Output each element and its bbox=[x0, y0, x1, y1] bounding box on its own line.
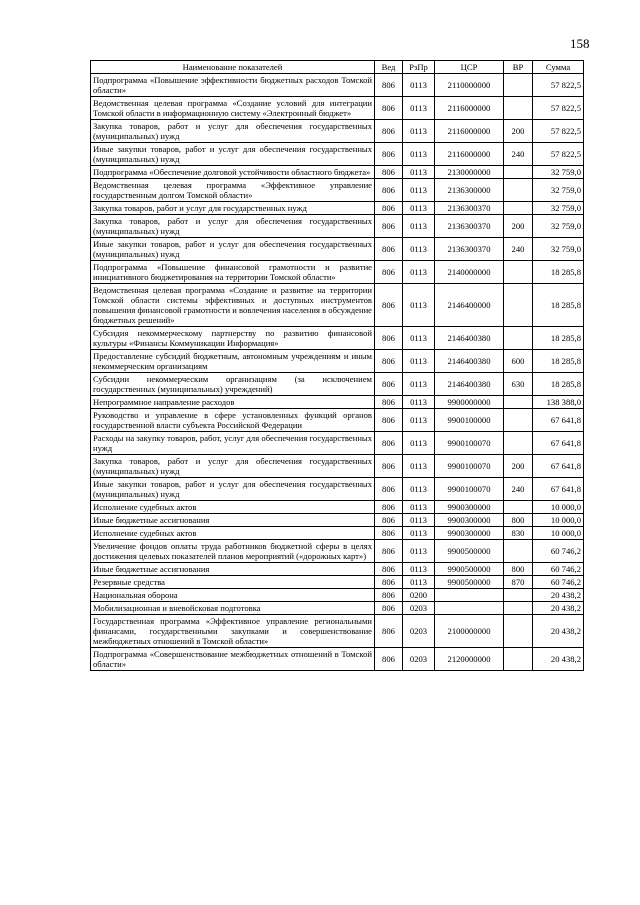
row-target-article-code: 9900500000 bbox=[435, 540, 504, 563]
row-target-article-code: 2120000000 bbox=[435, 648, 504, 671]
table-row bbox=[91, 527, 584, 540]
row-amount: 32 759,0 bbox=[533, 202, 584, 215]
row-expense-type-code bbox=[504, 501, 533, 514]
row-department-code: 806 bbox=[375, 350, 403, 373]
row-indicator-name: Предоставление субсидий бюджетным, автономным учреждениям и иным некоммерческим организациям bbox=[91, 350, 375, 373]
row-target-article-code: 9900500000 bbox=[435, 563, 504, 576]
row-indicator-name: Закупка товаров, работ и услуг для обеспечения государственных (муниципальных) нужд bbox=[91, 120, 375, 143]
row-expense-type-code: 600 bbox=[504, 350, 533, 373]
row-target-article-code: 9900500000 bbox=[435, 576, 504, 589]
row-target-article-code: 9900100000 bbox=[435, 409, 504, 432]
row-target-article-code: 2136300370 bbox=[435, 215, 504, 238]
row-expense-type-code: 870 bbox=[504, 576, 533, 589]
row-expense-type-code bbox=[504, 166, 533, 179]
row-section-code: 0113 bbox=[403, 563, 435, 576]
table-body bbox=[91, 74, 584, 671]
row-target-article-code: 2130000000 bbox=[435, 166, 504, 179]
row-indicator-name: Руководство и управление в сфере установленных функций органов государственной власти субъекта Российской Федерации bbox=[91, 409, 375, 432]
row-indicator-name: Подпрограмма «Совершенствование межбюджетных отношений в Томской области» bbox=[91, 648, 375, 671]
row-expense-type-code: 800 bbox=[504, 563, 533, 576]
row-indicator-name: Иные бюджетные ассигнования bbox=[91, 514, 375, 527]
row-target-article-code bbox=[435, 602, 504, 615]
row-section-code: 0113 bbox=[403, 327, 435, 350]
row-department-code: 806 bbox=[375, 514, 403, 527]
row-indicator-name: Национальная оборона bbox=[91, 589, 375, 602]
row-amount: 67 641,8 bbox=[533, 409, 584, 432]
table-row bbox=[91, 238, 584, 261]
table-row bbox=[91, 284, 584, 327]
row-target-article-code: 9900300000 bbox=[435, 514, 504, 527]
row-target-article-code: 2136300370 bbox=[435, 202, 504, 215]
row-target-article-code: 2140000000 bbox=[435, 261, 504, 284]
row-indicator-name: Субсидии некоммерческим организациям (за исключением государственных (муниципальных) учреждений) bbox=[91, 373, 375, 396]
header-target-article: ЦСР bbox=[435, 61, 504, 74]
table-row bbox=[91, 455, 584, 478]
row-amount: 20 438,2 bbox=[533, 602, 584, 615]
table-row bbox=[91, 179, 584, 202]
row-expense-type-code: 240 bbox=[504, 143, 533, 166]
row-department-code: 806 bbox=[375, 284, 403, 327]
row-expense-type-code bbox=[504, 261, 533, 284]
row-amount: 10 000,0 bbox=[533, 527, 584, 540]
row-expense-type-code bbox=[504, 648, 533, 671]
row-section-code: 0203 bbox=[403, 602, 435, 615]
row-indicator-name: Подпрограмма «Повышение эффективности бюджетных расходов Томской области» bbox=[91, 74, 375, 97]
table-row bbox=[91, 215, 584, 238]
row-amount: 18 285,8 bbox=[533, 284, 584, 327]
table-row bbox=[91, 350, 584, 373]
row-amount: 57 822,5 bbox=[533, 143, 584, 166]
row-target-article-code: 9900300000 bbox=[435, 501, 504, 514]
row-department-code: 806 bbox=[375, 648, 403, 671]
row-section-code: 0113 bbox=[403, 215, 435, 238]
table-row bbox=[91, 373, 584, 396]
row-target-article-code: 2116000000 bbox=[435, 97, 504, 120]
row-indicator-name: Закупка товаров, работ и услуг для обеспечения государственных (муниципальных) нужд bbox=[91, 215, 375, 238]
row-target-article-code: 2136300370 bbox=[435, 238, 504, 261]
row-expense-type-code bbox=[504, 432, 533, 455]
row-department-code: 806 bbox=[375, 120, 403, 143]
row-section-code: 0113 bbox=[403, 527, 435, 540]
row-target-article-code: 9900100070 bbox=[435, 455, 504, 478]
table-row bbox=[91, 576, 584, 589]
row-amount: 10 000,0 bbox=[533, 501, 584, 514]
row-department-code: 806 bbox=[375, 202, 403, 215]
row-amount: 18 285,8 bbox=[533, 327, 584, 350]
row-department-code: 806 bbox=[375, 615, 403, 648]
row-amount: 60 746,2 bbox=[533, 540, 584, 563]
row-section-code: 0113 bbox=[403, 166, 435, 179]
row-expense-type-code bbox=[504, 540, 533, 563]
table-row bbox=[91, 396, 584, 409]
row-section-code: 0113 bbox=[403, 350, 435, 373]
row-department-code: 806 bbox=[375, 501, 403, 514]
page-number: 158 bbox=[570, 36, 590, 51]
row-amount: 57 822,5 bbox=[533, 97, 584, 120]
row-section-code: 0113 bbox=[403, 74, 435, 97]
row-expense-type-code bbox=[504, 179, 533, 202]
row-amount: 18 285,8 bbox=[533, 350, 584, 373]
row-target-article-code: 2146400000 bbox=[435, 284, 504, 327]
row-department-code: 806 bbox=[375, 576, 403, 589]
row-target-article-code: 2146400380 bbox=[435, 373, 504, 396]
row-amount: 67 641,8 bbox=[533, 432, 584, 455]
row-department-code: 806 bbox=[375, 589, 403, 602]
row-amount: 57 822,5 bbox=[533, 74, 584, 97]
row-indicator-name: Мобилизационная и вневойсковая подготовка bbox=[91, 602, 375, 615]
row-department-code: 806 bbox=[375, 215, 403, 238]
row-department-code: 806 bbox=[375, 527, 403, 540]
row-section-code: 0113 bbox=[403, 540, 435, 563]
row-department-code: 806 bbox=[375, 74, 403, 97]
row-expense-type-code: 800 bbox=[504, 514, 533, 527]
row-target-article-code: 2136300000 bbox=[435, 179, 504, 202]
row-target-article-code: 9900100070 bbox=[435, 478, 504, 501]
row-target-article-code: 2100000000 bbox=[435, 615, 504, 648]
row-target-article-code: 2116000000 bbox=[435, 143, 504, 166]
row-section-code: 0113 bbox=[403, 202, 435, 215]
table-row bbox=[91, 409, 584, 432]
header-department: Вед bbox=[375, 61, 403, 74]
row-expense-type-code bbox=[504, 202, 533, 215]
table-row bbox=[91, 120, 584, 143]
row-section-code: 0113 bbox=[403, 284, 435, 327]
row-amount: 20 438,2 bbox=[533, 615, 584, 648]
row-department-code: 806 bbox=[375, 563, 403, 576]
row-section-code: 0113 bbox=[403, 179, 435, 202]
table-row bbox=[91, 261, 584, 284]
row-expense-type-code: 830 bbox=[504, 527, 533, 540]
row-amount: 32 759,0 bbox=[533, 179, 584, 202]
row-expense-type-code bbox=[504, 602, 533, 615]
row-expense-type-code bbox=[504, 74, 533, 97]
row-target-article-code: 9900300000 bbox=[435, 527, 504, 540]
row-indicator-name: Ведомственная целевая программа «Создание условий для интеграции Томской области в информационную систему «Электронный бюджет» bbox=[91, 97, 375, 120]
row-section-code: 0113 bbox=[403, 501, 435, 514]
table-row bbox=[91, 97, 584, 120]
row-target-article-code: 2146400380 bbox=[435, 350, 504, 373]
row-section-code: 0113 bbox=[403, 143, 435, 166]
row-indicator-name: Резервные средства bbox=[91, 576, 375, 589]
table-row bbox=[91, 202, 584, 215]
row-amount: 57 822,5 bbox=[533, 120, 584, 143]
table-row bbox=[91, 514, 584, 527]
row-department-code: 806 bbox=[375, 261, 403, 284]
row-amount: 60 746,2 bbox=[533, 563, 584, 576]
table-row bbox=[91, 648, 584, 671]
row-indicator-name: Иные бюджетные ассигнования bbox=[91, 563, 375, 576]
row-indicator-name: Закупка товаров, работ и услуг для государственных нужд bbox=[91, 202, 375, 215]
row-department-code: 806 bbox=[375, 455, 403, 478]
row-amount: 18 285,8 bbox=[533, 373, 584, 396]
row-department-code: 806 bbox=[375, 238, 403, 261]
budget-table bbox=[90, 60, 584, 671]
table-row bbox=[91, 540, 584, 563]
row-section-code: 0113 bbox=[403, 97, 435, 120]
row-amount: 18 285,8 bbox=[533, 261, 584, 284]
row-expense-type-code bbox=[504, 97, 533, 120]
table-row bbox=[91, 74, 584, 97]
row-amount: 32 759,0 bbox=[533, 238, 584, 261]
row-indicator-name: Увеличение фондов оплаты труда работников бюджетной сферы в целях достижения целевых показателей планов мероприятий («дорожных карт») bbox=[91, 540, 375, 563]
table-header-row bbox=[91, 61, 584, 74]
table-row bbox=[91, 143, 584, 166]
table-row bbox=[91, 432, 584, 455]
row-section-code: 0200 bbox=[403, 589, 435, 602]
row-indicator-name: Непрограммное направление расходов bbox=[91, 396, 375, 409]
row-department-code: 806 bbox=[375, 143, 403, 166]
row-expense-type-code bbox=[504, 284, 533, 327]
header-amount: Сумма bbox=[533, 61, 584, 74]
row-expense-type-code: 240 bbox=[504, 478, 533, 501]
row-section-code: 0203 bbox=[403, 648, 435, 671]
row-section-code: 0113 bbox=[403, 409, 435, 432]
row-department-code: 806 bbox=[375, 179, 403, 202]
row-indicator-name: Подпрограмма «Обеспечение долговой устойчивости областного бюджета» bbox=[91, 166, 375, 179]
row-amount: 32 759,0 bbox=[533, 166, 584, 179]
row-department-code: 806 bbox=[375, 432, 403, 455]
row-expense-type-code bbox=[504, 327, 533, 350]
table-row bbox=[91, 478, 584, 501]
row-indicator-name: Ведомственная целевая программа «Эффективное управление государственным долгом Томской области» bbox=[91, 179, 375, 202]
row-amount: 60 746,2 bbox=[533, 576, 584, 589]
table-row bbox=[91, 602, 584, 615]
row-expense-type-code bbox=[504, 615, 533, 648]
row-indicator-name: Расходы на закупку товаров, работ, услуг для обеспечения государственных нужд bbox=[91, 432, 375, 455]
row-expense-type-code: 630 bbox=[504, 373, 533, 396]
row-amount: 20 438,2 bbox=[533, 589, 584, 602]
row-indicator-name: Ведомственная целевая программа «Создание и развитие на территории Томской области системы эффективных и доступных инструментов повышения финансовой грамотности и вовлечения населения в обсуждение бюджетных решений» bbox=[91, 284, 375, 327]
row-expense-type-code bbox=[504, 409, 533, 432]
row-indicator-name: Исполнение судебных актов bbox=[91, 501, 375, 514]
row-department-code: 806 bbox=[375, 327, 403, 350]
table-row bbox=[91, 327, 584, 350]
row-target-article-code: 9900100070 bbox=[435, 432, 504, 455]
row-indicator-name: Исполнение судебных актов bbox=[91, 527, 375, 540]
row-expense-type-code bbox=[504, 396, 533, 409]
table-row bbox=[91, 615, 584, 648]
row-department-code: 806 bbox=[375, 373, 403, 396]
row-department-code: 806 bbox=[375, 409, 403, 432]
row-department-code: 806 bbox=[375, 540, 403, 563]
row-department-code: 806 bbox=[375, 97, 403, 120]
table-row bbox=[91, 166, 584, 179]
row-section-code: 0113 bbox=[403, 576, 435, 589]
row-section-code: 0113 bbox=[403, 514, 435, 527]
row-indicator-name: Иные закупки товаров, работ и услуг для обеспечения государственных (муниципальных) нужд bbox=[91, 143, 375, 166]
table-row bbox=[91, 563, 584, 576]
row-section-code: 0113 bbox=[403, 238, 435, 261]
row-amount: 10 000,0 bbox=[533, 514, 584, 527]
row-indicator-name: Субсидия некоммерческому партнерству по развитию финансовой культуры «Финансы Коммуникации Информация» bbox=[91, 327, 375, 350]
row-target-article-code: 2110000000 bbox=[435, 74, 504, 97]
row-section-code: 0113 bbox=[403, 396, 435, 409]
table-row bbox=[91, 501, 584, 514]
row-section-code: 0113 bbox=[403, 261, 435, 284]
row-target-article-code bbox=[435, 589, 504, 602]
row-section-code: 0113 bbox=[403, 455, 435, 478]
row-amount: 138 388,0 bbox=[533, 396, 584, 409]
row-expense-type-code: 200 bbox=[504, 455, 533, 478]
row-section-code: 0113 bbox=[403, 432, 435, 455]
row-amount: 67 641,8 bbox=[533, 478, 584, 501]
row-indicator-name: Иные закупки товаров, работ и услуг для обеспечения государственных (муниципальных) нужд bbox=[91, 238, 375, 261]
row-section-code: 0113 bbox=[403, 373, 435, 396]
row-target-article-code: 9900000000 bbox=[435, 396, 504, 409]
row-department-code: 806 bbox=[375, 166, 403, 179]
row-expense-type-code bbox=[504, 589, 533, 602]
row-indicator-name: Закупка товаров, работ и услуг для обеспечения государственных (муниципальных) нужд bbox=[91, 455, 375, 478]
row-department-code: 806 bbox=[375, 602, 403, 615]
header-section: РзПр bbox=[403, 61, 435, 74]
header-expense-type: ВР bbox=[504, 61, 533, 74]
row-department-code: 806 bbox=[375, 478, 403, 501]
row-expense-type-code: 240 bbox=[504, 238, 533, 261]
row-indicator-name: Государственная программа «Эффективное управление региональными финансами, государственными закупками и совершенствование межбюджетных отношений в Томской области» bbox=[91, 615, 375, 648]
row-section-code: 0203 bbox=[403, 615, 435, 648]
row-target-article-code: 2116000000 bbox=[435, 120, 504, 143]
row-target-article-code: 2146400380 bbox=[435, 327, 504, 350]
row-section-code: 0113 bbox=[403, 120, 435, 143]
row-indicator-name: Подпрограмма «Повышение финансовой грамотности и развитие инициативного бюджетирования на территории Томской области» bbox=[91, 261, 375, 284]
row-expense-type-code: 200 bbox=[504, 215, 533, 238]
row-amount: 20 438,2 bbox=[533, 648, 584, 671]
row-indicator-name: Иные закупки товаров, работ и услуг для обеспечения государственных (муниципальных) нужд bbox=[91, 478, 375, 501]
row-section-code: 0113 bbox=[403, 478, 435, 501]
table-row bbox=[91, 589, 584, 602]
header-indicator-name: Наименование показателей bbox=[91, 61, 375, 74]
row-expense-type-code: 200 bbox=[504, 120, 533, 143]
row-amount: 67 641,8 bbox=[533, 455, 584, 478]
row-department-code: 806 bbox=[375, 396, 403, 409]
row-amount: 32 759,0 bbox=[533, 215, 584, 238]
